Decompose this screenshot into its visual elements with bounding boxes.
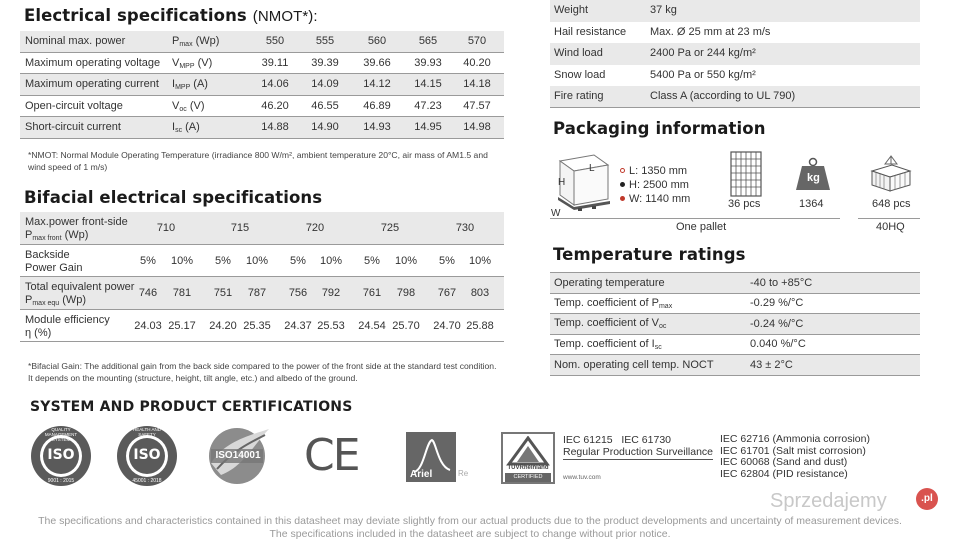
gain-value: 5% — [364, 255, 380, 267]
temperature-label — [554, 297, 672, 310]
temperature-label-text: Nom. operating cell temp. NOCT — [554, 358, 714, 371]
temperature-row — [550, 273, 920, 294]
mechanical-value: 2400 Pa or 244 kg/m² — [650, 47, 756, 60]
certifications-title: SYSTEM AND PRODUCT CERTIFICATIONS — [30, 399, 353, 415]
front-value: 715 — [230, 222, 250, 234]
bifacial-eff-row — [20, 310, 504, 342]
gain-value: 10% — [394, 255, 418, 267]
electrical-value: 39.11 — [261, 56, 289, 69]
gain-value: 10% — [245, 255, 269, 267]
mechanical-row — [550, 0, 920, 22]
iso45001-year: 45001 : 2018 — [132, 478, 162, 484]
total-sym: P — [25, 294, 33, 306]
packaging-title: Packaging information — [553, 119, 766, 138]
symbol-letter: I — [172, 78, 176, 91]
electrical-value: 555 — [315, 35, 335, 47]
total-value: 803 — [470, 287, 490, 299]
symbol-letter: I — [172, 121, 176, 134]
mechanical-table — [550, 0, 920, 108]
container-label: 40HQ — [876, 221, 905, 233]
footer — [0, 515, 940, 541]
pallet-dimensions — [620, 164, 690, 206]
certification-item: IEC 61701 (Salt mist corrosion) — [720, 444, 866, 457]
gain-value: 10% — [468, 255, 492, 267]
watermark-text: Sprzedajemy — [770, 490, 887, 512]
iso9001-ring-text: QUALITY MANAGEMENT SYSTEM — [44, 427, 78, 442]
front-value: 720 — [305, 222, 325, 234]
eff-value: 25.70 — [392, 320, 420, 332]
total-sub: max equ — [32, 300, 60, 307]
dim-l-bullet — [620, 168, 625, 173]
tuv-logo — [501, 432, 555, 484]
container-rule — [858, 218, 920, 219]
electrical-title-suffix: (NMOT*): — [252, 8, 318, 25]
temperature-label-text: Temp. coefficient of — [554, 337, 652, 350]
symbol-sub: max — [179, 41, 193, 48]
total-value: 751 — [213, 287, 233, 299]
gain-value: 5% — [140, 255, 156, 267]
bifacial-total-label — [25, 281, 134, 310]
ariel-text: Ariel — [410, 469, 433, 480]
electrical-row-label: Maximum operating voltage — [25, 56, 161, 69]
temperature-row — [550, 335, 920, 356]
box-letter-l: L — [589, 163, 595, 174]
electrical-value: 14.12 — [363, 78, 391, 91]
gain-value: 10% — [170, 255, 194, 267]
symbol-sub: oc — [179, 105, 187, 113]
electrical-row — [20, 31, 504, 53]
gain-value: 5% — [439, 255, 455, 267]
symbol-sub: sc — [175, 127, 183, 135]
temperature-label — [554, 277, 665, 289]
electrical-value: 14.98 — [463, 121, 491, 134]
eff-value: 25.35 — [243, 320, 271, 332]
symbol-unit: (A) — [193, 78, 208, 91]
certifications-list — [720, 434, 870, 480]
total-value: 767 — [437, 287, 457, 299]
front-label-text: Max.power front-side — [25, 216, 128, 228]
ariel-suffix: Re — [458, 469, 469, 478]
footer-line-2: The specifications included in the datasheet are subject to change without prior notice. — [269, 528, 671, 540]
temperature-symbol-sub: oc — [658, 323, 667, 331]
iso9001-year: 9001 : 2015 — [47, 478, 75, 484]
total-value: 792 — [321, 287, 341, 299]
packaging-panel — [550, 145, 920, 237]
dim-h-bullet — [620, 182, 625, 187]
temperature-label-text: Temp. coefficient of — [554, 296, 652, 309]
electrical-row — [20, 74, 504, 96]
temperature-symbol-sub: max — [658, 302, 673, 310]
symbol-letter: V — [172, 99, 180, 112]
total-value: 781 — [172, 287, 192, 299]
total-value: 756 — [288, 287, 308, 299]
tuv-certified: CERTIFIED — [505, 473, 551, 482]
tuv-brand: TÜVRheinland — [507, 465, 549, 471]
temperature-symbol: V — [651, 317, 659, 330]
bifacial-front-row — [20, 212, 504, 245]
one-pallet-rule — [550, 218, 840, 219]
dim-w-bullet — [620, 196, 625, 201]
symbol-unit: (A) — [185, 121, 200, 134]
electrical-value: 39.39 — [311, 56, 339, 69]
electrical-value: 46.55 — [311, 99, 339, 112]
iec-61215: IEC 61215 — [563, 434, 613, 446]
total-label-text: Total equivalent power — [25, 281, 135, 293]
electrical-row — [20, 117, 504, 139]
electrical-row-symbol — [172, 57, 212, 70]
watermark — [770, 490, 933, 513]
electrical-value: 14.88 — [261, 121, 289, 134]
electrical-value: 14.06 — [261, 78, 289, 91]
front-unit: (Wp) — [64, 229, 89, 241]
mechanical-label: Weight — [554, 4, 589, 17]
front-sub: max front — [32, 235, 62, 242]
electrical-row — [20, 53, 504, 75]
watermark-badge: .pl — [916, 488, 938, 510]
gain-value: 10% — [319, 255, 343, 267]
iso9001-logo — [30, 425, 92, 492]
footer-line-1: The specifications and characteristics contained in this datasheet may deviate slightly from our actual products due to the product developments and uncertainty of measurement devices. — [38, 515, 902, 527]
electrical-value: 40.20 — [463, 56, 491, 69]
temperature-label-text: Operating temperature — [554, 276, 665, 289]
tuv-triangle-icon — [503, 436, 553, 466]
electrical-title-text: Electrical specifications — [24, 6, 247, 25]
eff-value: 25.53 — [317, 320, 345, 332]
bifacial-title: Bifacial electrical specifications — [24, 188, 323, 207]
one-pallet-label: One pallet — [676, 221, 727, 233]
bifacial-gain-row — [20, 245, 504, 277]
gain-label-2: Power Gain — [25, 262, 83, 274]
temperature-row — [550, 314, 920, 335]
symbol-letter: V — [172, 56, 180, 69]
total-unit: (Wp) — [62, 294, 87, 306]
total-value: 787 — [247, 287, 267, 299]
mechanical-value: Max. Ø 25 mm at 23 m/s — [650, 25, 771, 38]
electrical-row-symbol — [172, 121, 200, 134]
temperature-value: -0.29 %/°C — [750, 297, 804, 310]
bifacial-gain-label — [25, 249, 82, 275]
electrical-table — [20, 31, 504, 139]
electrical-row-label: Open-circuit voltage — [25, 99, 123, 112]
electrical-row-symbol — [172, 35, 219, 48]
iec-main — [563, 434, 671, 446]
container-icon — [870, 155, 912, 193]
electrical-row-label: Short-circuit current — [25, 121, 121, 134]
electrical-value: 47.23 — [414, 99, 442, 112]
mechanical-value: Class A (according to UL 790) — [650, 90, 796, 103]
iso14001-text: ISO14001 — [215, 450, 261, 461]
electrical-value: 14.93 — [363, 121, 391, 134]
eff-value: 24.54 — [358, 320, 386, 332]
electrical-row-symbol — [172, 78, 208, 91]
front-value: 725 — [380, 222, 400, 234]
iso45001-text: ISO — [133, 447, 161, 463]
gain-value: 5% — [290, 255, 306, 267]
bifacial-note: *Bifacial Gain: The additional gain from the back side compared to the power of the front side at the standard test condition. It depends on the mounting (structure, height, tilt angle, etc.) and albedo of the ground. — [28, 361, 497, 383]
container-pcs: 648 pcs — [872, 198, 911, 210]
box-letter-h: H — [558, 177, 566, 188]
mechanical-label: Snow load — [554, 68, 606, 81]
total-value: 761 — [362, 287, 382, 299]
temperature-symbol: I — [651, 337, 655, 350]
temperature-label-text: Temp. coefficient of — [554, 317, 652, 330]
bifacial-table — [20, 212, 504, 342]
dim-h-text: H: 2500 mm — [629, 179, 689, 191]
mechanical-value: 37 kg — [650, 4, 677, 17]
dim-l-text: L: 1350 mm — [629, 165, 688, 177]
bifacial-front-label — [25, 216, 128, 245]
temperature-table — [550, 272, 920, 376]
mechanical-row — [550, 43, 920, 65]
mechanical-row — [550, 65, 920, 87]
electrical-value: 47.57 — [463, 99, 491, 112]
mechanical-label: Hail resistance — [554, 25, 627, 38]
temperature-value: -40 to +85°C — [750, 276, 813, 289]
bifacial-total-row — [20, 277, 504, 310]
electrical-row-label: Nominal max. power — [25, 35, 126, 47]
mechanical-value: 5400 Pa or 550 kg/m² — [650, 68, 756, 81]
electrical-title — [24, 6, 318, 25]
temperature-row — [550, 294, 920, 315]
total-value: 798 — [396, 287, 416, 299]
electrical-row — [20, 96, 504, 118]
electrical-value: 14.95 — [414, 121, 442, 134]
iso45001-ring-text: HEALTH AND SAFETY — [133, 427, 161, 437]
temperature-symbol: P — [651, 296, 659, 309]
front-sym: P — [25, 229, 33, 241]
dim-w-text: W: 1140 mm — [629, 193, 691, 205]
eff-value: 24.70 — [433, 320, 461, 332]
temperature-label — [554, 317, 666, 330]
electrical-value: 14.18 — [463, 78, 491, 91]
electrical-value: 550 — [265, 35, 285, 47]
symbol-sub: MPP — [179, 62, 195, 70]
temperature-label — [554, 359, 714, 371]
iso9001-text: ISO — [47, 447, 75, 463]
eff-value: 24.37 — [284, 320, 312, 332]
ariel-logo — [406, 432, 456, 482]
weight-kg-label: kg — [807, 172, 820, 184]
mechanical-label: Wind load — [554, 47, 603, 60]
iso14001-logo — [203, 423, 273, 492]
electrical-value: 565 — [418, 35, 438, 47]
eff-value: 24.03 — [134, 320, 162, 332]
electrical-value: 46.89 — [363, 99, 391, 112]
electrical-value: 14.09 — [311, 78, 339, 91]
mechanical-row — [550, 22, 920, 44]
pallet-pcs: 36 pcs — [728, 198, 761, 210]
eff-value: 24.20 — [209, 320, 237, 332]
symbol-unit: (Wp) — [195, 35, 220, 47]
electrical-value: 570 — [467, 35, 487, 47]
symbol-letter: P — [172, 35, 180, 47]
temperature-value: 0.040 %/°C — [750, 338, 806, 351]
total-label-sym — [25, 294, 134, 310]
ce-mark: CE — [304, 430, 359, 481]
symbol-unit: (V) — [189, 99, 205, 112]
front-value: 710 — [156, 222, 176, 234]
dim-w — [620, 192, 690, 206]
bifacial-eff-label — [25, 314, 110, 340]
electrical-value: 39.93 — [414, 56, 442, 69]
pallet-weight: 1364 — [799, 198, 824, 210]
temperature-value: -0.24 %/°C — [750, 317, 804, 330]
temperature-label — [554, 338, 662, 351]
electrical-row-label: Maximum operating current — [25, 78, 159, 91]
front-label-sym — [25, 229, 128, 245]
box-letter-w: W — [551, 208, 561, 219]
eff-value: 25.88 — [466, 320, 494, 332]
electrical-value: 46.20 — [261, 99, 289, 112]
temperature-symbol-sub: sc — [654, 343, 662, 351]
tuv-url: www.tuv.com — [563, 474, 601, 481]
iec-61730: IEC 61730 — [621, 434, 672, 446]
panel-stack-icon — [730, 151, 762, 197]
iso45001-logo — [116, 425, 178, 492]
certification-item: IEC 62716 (Ammonia corrosion) — [720, 433, 870, 445]
electrical-value: 14.90 — [311, 121, 339, 134]
gain-value: 5% — [215, 255, 231, 267]
electrical-note: *NMOT: Normal Module Operating Temperature (irradiance 800 W/m², ambient temperature 20°C, air mass of AM1.5 and wind speed of 1 m/s) — [28, 150, 488, 172]
front-value: 730 — [455, 222, 475, 234]
eff-label-2: η (%) — [25, 327, 52, 339]
electrical-value: 39.66 — [363, 56, 391, 69]
certification-item: IEC 62804 (PID resistance) — [720, 467, 848, 480]
symbol-sub: MPP — [175, 84, 191, 92]
temperature-title: Temperature ratings — [553, 245, 746, 264]
dim-h — [620, 178, 690, 192]
temperature-value: 43 ± 2°C — [750, 358, 793, 371]
eff-label-1: Module efficiency — [25, 314, 110, 326]
electrical-row-symbol — [172, 100, 204, 113]
surveillance-text: Regular Production Surveillance — [563, 446, 713, 458]
symbol-unit: (V) — [197, 56, 213, 69]
certification-item: IEC 60068 (Sand and dust) — [720, 456, 848, 468]
electrical-value: 560 — [367, 35, 387, 47]
dim-l — [620, 164, 690, 178]
eff-value: 25.17 — [168, 320, 196, 332]
gain-label-1: Backside — [25, 249, 70, 261]
mechanical-label: Fire rating — [554, 90, 604, 103]
electrical-value: 14.15 — [414, 78, 442, 91]
total-value: 746 — [138, 287, 158, 299]
mechanical-row — [550, 86, 920, 108]
temperature-row — [550, 355, 920, 376]
